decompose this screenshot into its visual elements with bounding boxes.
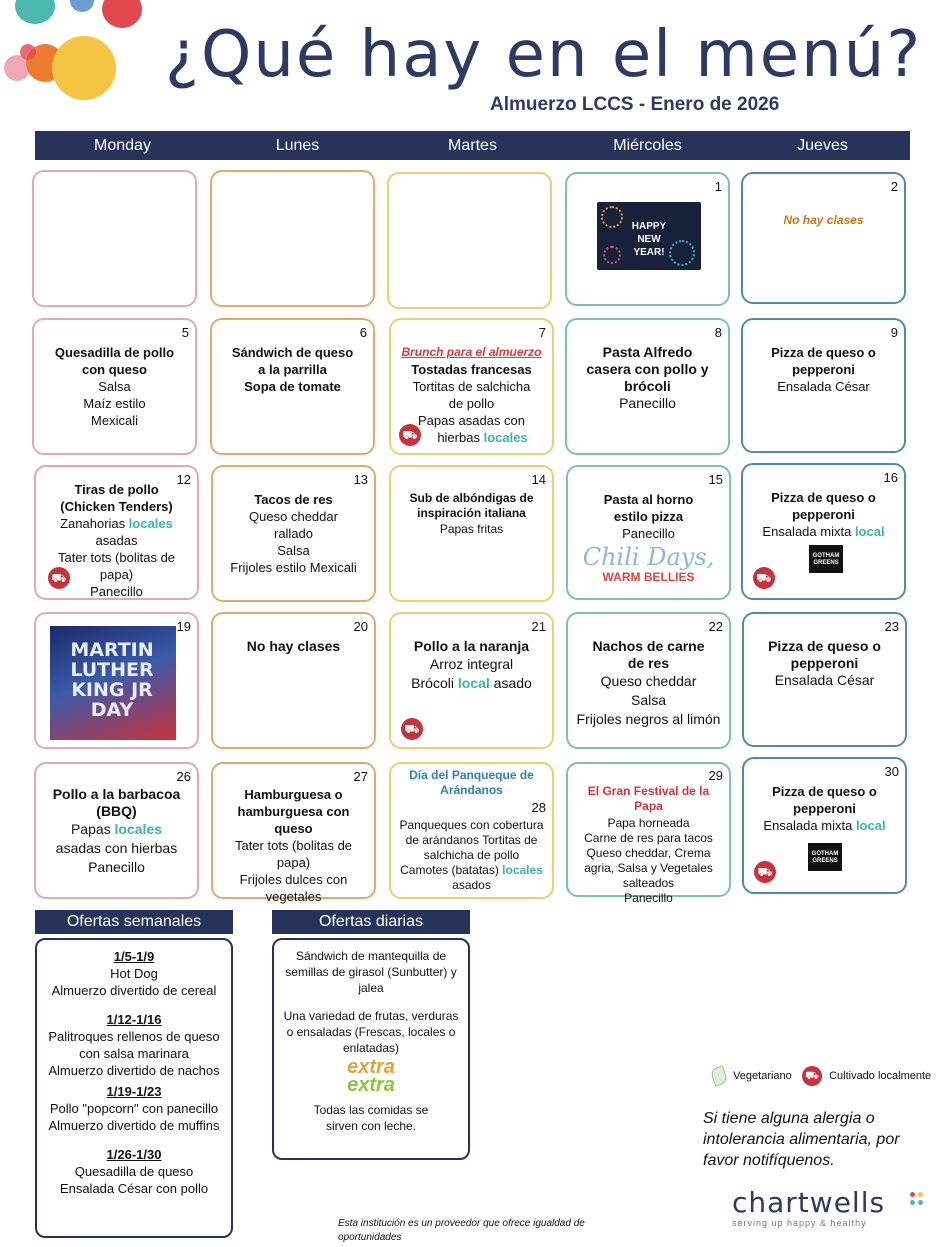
week-dates: 1/5-1/9 [113, 949, 155, 964]
side-item: Tortitas de salchicha de pollo [412, 379, 531, 411]
week-item: Pollo "popcorn" con panecillo [49, 1101, 219, 1116]
side-item: Camotes (batatas) locales asados [400, 863, 543, 892]
day-number: 26 [176, 769, 191, 784]
chartwells-logo: chartwells serving up happy & healthy [732, 1188, 932, 1228]
day-cell-23 [742, 612, 907, 747]
day-number: 23 [884, 619, 899, 634]
main-dish: Pizza de queso o pepperoni [772, 784, 877, 816]
day-cell-empty [32, 170, 197, 307]
side-item: asadas con hierbas [55, 840, 178, 856]
week-item: Quesadilla de queso [74, 1164, 194, 1179]
side-item: Salsa [277, 543, 310, 558]
weekday-header [35, 131, 910, 160]
side-item: Queso cheddar, Crema agria, Salsa y Vegetales salteados [584, 846, 713, 890]
day-number: 9 [890, 325, 898, 340]
day-number: 14 [531, 472, 546, 487]
day-cell-16 [741, 463, 906, 600]
day-number: 30 [884, 764, 899, 779]
day-cell-empty [387, 172, 552, 309]
main-dish: Sándwich de queso a la parrilla [231, 345, 354, 377]
decorative-dot [52, 36, 116, 100]
day-cell-22 [566, 612, 731, 749]
theme-label: El Gran Festival de la Papa [587, 784, 710, 813]
day-number: 8 [714, 325, 722, 340]
day-cell-2 [741, 172, 906, 304]
main-dish: Tiras de pollo (Chicken Tenders) [60, 482, 173, 514]
day-number: 5 [181, 325, 189, 340]
local-grown-icon: ⛟ [399, 424, 421, 446]
day-cell-29 [566, 762, 731, 905]
day-number: 12 [176, 472, 191, 487]
side-item: Zanahorias locales [60, 516, 173, 531]
day-header: Monday [94, 137, 151, 154]
page-subtitle: Almuerzo LCCS - Enero de 2026 [490, 94, 780, 115]
daily-item: Una variedad de frutas, verduras o ensaladas (Frescas, locales o enlatadas) [283, 1009, 459, 1055]
side-item: Panecillo [88, 859, 145, 875]
day-cell-19 [34, 612, 199, 749]
day-cell-empty [210, 170, 375, 307]
no-school-note: No hay clases [246, 638, 341, 654]
day-number: 29 [708, 768, 723, 783]
side-item: hierbas locales [437, 430, 528, 445]
daily-offers-box [272, 938, 470, 1160]
side-item: Queso cheddar [600, 673, 697, 689]
main-dish: Pollo a la barbacoa (BBQ) [52, 786, 181, 819]
daily-offers-header: Ofertas diarias [272, 910, 470, 934]
side-item: Ensalada mixta local [762, 524, 885, 539]
side-item: Salsa [98, 379, 131, 394]
main-dish: Pasta Alfredo casera con pollo y brócoli [586, 344, 709, 394]
main-dish: Pizza de queso o pepperoni [771, 490, 876, 522]
gotham-greens-logo: GOTHAM GREENS [809, 545, 843, 573]
week-item: Palitroques rellenos de queso con salsa marinara [48, 1029, 220, 1061]
side-item: Papas fritas [439, 522, 504, 536]
main-dish: Hamburguesa o hamburguesa con queso [237, 787, 350, 836]
day-cell-9 [741, 318, 906, 453]
decorative-dot [20, 44, 36, 60]
day-cell-21 [389, 612, 554, 749]
day-cell-30 [742, 757, 907, 894]
main-dish: Pollo a la naranja [413, 638, 530, 654]
side-item: Panecillo [624, 891, 673, 905]
gotham-greens-logo: GOTHAM GREENS [808, 843, 842, 871]
chili-days-logo: Chili Days, WARM BELLIES [582, 543, 715, 584]
theme-label: Día del Panqueque de Arándanos [409, 768, 534, 797]
footer-equal-opportunity: Esta institución es un proveedor que ofrece igualdad de oportunidades [338, 1218, 585, 1243]
decorative-dot [15, 0, 55, 24]
new-year-text: HAPPY NEW YEAR! [631, 221, 667, 258]
no-school-note: No hay clases [783, 213, 864, 227]
day-header: Jueves [797, 137, 848, 154]
main-dish: Pasta al horno estilo pizza [603, 492, 694, 524]
week-dates: 1/19-1/23 [106, 1084, 162, 1099]
day-number: 7 [538, 325, 546, 340]
day-cell-6 [210, 318, 375, 455]
week-dates: 1/12-1/16 [106, 1012, 162, 1027]
local-grown-icon: ⛟ [401, 718, 423, 740]
weekly-offers-box [35, 938, 233, 1238]
day-number: 6 [359, 325, 367, 340]
side-item: Mexicali [91, 413, 138, 428]
side-item: asadas [95, 533, 138, 548]
main-dish: Quesadilla de pollo con queso [54, 345, 175, 377]
day-number: 28 [531, 800, 546, 815]
day-cell-27 [211, 762, 376, 904]
day-number: 13 [353, 472, 368, 487]
local-grown-icon: ⛟ [753, 567, 775, 589]
side-item: Ensalada César [777, 379, 870, 394]
day-number: 21 [531, 619, 546, 634]
day-cell-13 [211, 465, 376, 602]
day-cell-8 [565, 318, 730, 455]
main-dish: Sopa de tomate [244, 379, 341, 394]
week-item: Almuerzo divertido de nachos [48, 1063, 220, 1078]
local-grown-icon: ⛟ [754, 861, 776, 883]
side-item: Panecillo [619, 395, 676, 411]
side-item: Frijoles estilo Mexicali [230, 560, 357, 575]
side-item: Maíz estilo [83, 396, 146, 411]
week-item: Ensalada César con pollo [59, 1181, 209, 1196]
side-item: Papa horneada [607, 816, 690, 830]
day-cell-20 [211, 612, 376, 749]
week-item: Almuerzo divertido de cereal [51, 983, 217, 998]
side-item: Ensalada mixta local [763, 818, 886, 833]
day-cell-28 [389, 762, 554, 899]
daily-item: Todas las comidas se sirven con leche. [313, 1103, 429, 1133]
vegetarian-legend: Vegetariano [712, 1067, 792, 1085]
day-number: 1 [714, 179, 722, 194]
main-dish: Tacos de res [254, 492, 333, 507]
side-item: Panqueques con cobertura de arándanos Tortitas de salchicha de pollo [399, 818, 544, 862]
decorative-dot [70, 0, 94, 12]
leaf-icon [709, 1065, 728, 1087]
happy-new-year-image [597, 202, 701, 270]
week-item: Hot Dog [110, 966, 158, 981]
weekly-offers-header: Ofertas semanales [35, 910, 233, 934]
side-item: Tater tots (bolitas de papa) [57, 550, 176, 582]
day-header: Martes [448, 137, 497, 154]
theme-label: Brunch para el almuerzo [401, 345, 542, 359]
day-cell-15 [566, 465, 731, 600]
daily-item: Sándwich de mantequilla de semillas de girasol (Sunbutter) y jalea [285, 949, 457, 995]
day-cell-5 [32, 318, 197, 455]
page-title: ¿Qué hay en el menú? [165, 18, 923, 92]
day-cell-1 [565, 172, 730, 306]
day-number: 16 [883, 470, 898, 485]
side-item: Frijoles negros al limón [576, 711, 721, 727]
side-item: Carne de res para tacos [584, 831, 713, 845]
main-dish: Sub de albóndigas de inspiración italiana [409, 491, 534, 520]
allergy-note: Si tiene alguna alergia o intolerancia alimentaria, por favor notifíquenos. [703, 1110, 900, 1169]
side-item: Arroz integral [429, 656, 514, 672]
side-item: Tater tots (bolitas de papa) [234, 838, 353, 870]
main-dish: Nachos de carne de res [592, 638, 705, 671]
day-header: Miércoles [613, 137, 682, 154]
side-item: Papas locales [70, 821, 163, 837]
day-number: 15 [708, 472, 723, 487]
side-item: Panecillo [622, 526, 675, 541]
side-item: Ensalada César [774, 672, 875, 688]
day-number: 2 [890, 179, 898, 194]
side-item: Brócoli local asado [411, 675, 532, 691]
main-dish: Pizza de queso o pepperoni [771, 345, 876, 377]
side-item: Queso cheddar rallado [249, 509, 338, 541]
day-number: 20 [353, 619, 368, 634]
week-item: Almuerzo divertido de muffins [48, 1118, 220, 1133]
day-cell-12 [34, 465, 199, 600]
side-item: Salsa [630, 692, 667, 708]
day-cell-7 [389, 318, 554, 455]
main-dish: Tostadas francesas [411, 362, 532, 377]
side-item: Panecillo [90, 584, 143, 599]
side-item: Papas asadas con [418, 413, 525, 428]
day-header: Lunes [275, 137, 320, 154]
day-number: 27 [353, 769, 368, 784]
local-grown-icon: ⛟ [48, 567, 70, 589]
extra-extra-logo: extra extra [347, 1056, 395, 1096]
local-grown-icon: ⛟ [802, 1066, 822, 1086]
decorative-dot [102, 0, 142, 28]
day-number: 22 [708, 619, 723, 634]
day-cell-26 [34, 762, 199, 899]
local-legend: ⛟ Cultivado localmente [802, 1066, 931, 1086]
side-item: Frijoles dulces con vegetales [239, 872, 348, 904]
mlk-day-image: MARTIN LUTHER KING JR DAY [50, 626, 176, 740]
week-dates: 1/26-1/30 [106, 1147, 162, 1162]
day-cell-14 [389, 465, 554, 602]
main-dish: Pizza de queso o pepperoni [768, 638, 881, 671]
day-number: 19 [176, 619, 191, 634]
